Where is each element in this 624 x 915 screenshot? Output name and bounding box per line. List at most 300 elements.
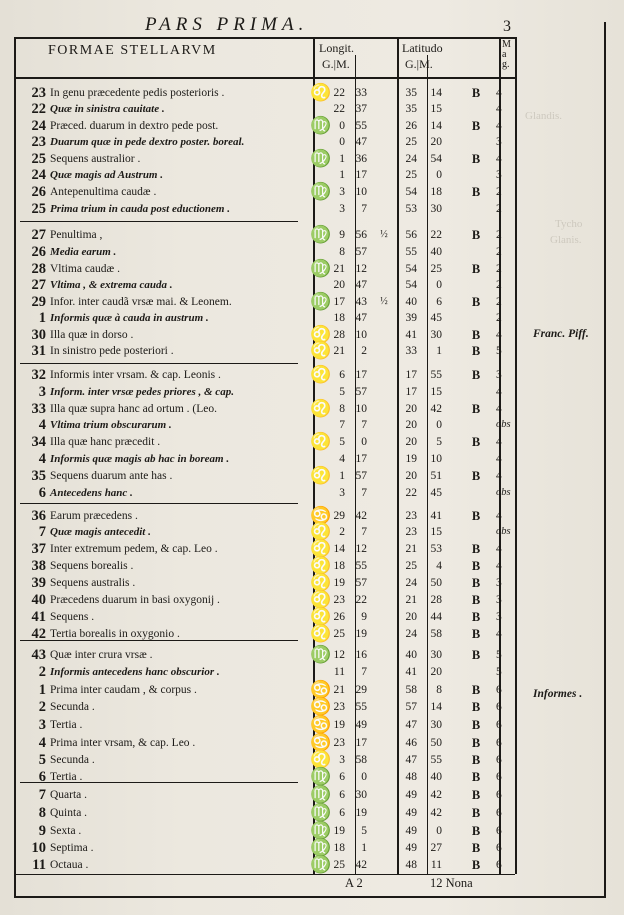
star-number: 1 bbox=[38, 682, 46, 698]
star-number: 25 bbox=[31, 201, 46, 217]
magnitude: 4 bbox=[496, 403, 502, 415]
table-row bbox=[18, 277, 518, 293]
star-description: In sinistro pede posteriori . bbox=[50, 345, 174, 357]
star-number: 23 bbox=[31, 85, 46, 101]
longitude-minutes: 57 bbox=[355, 577, 367, 589]
latitude-minutes: 22 bbox=[430, 229, 442, 241]
longitude-degrees: 1 bbox=[339, 153, 345, 165]
latitude-minutes: 55 bbox=[430, 754, 442, 766]
longitude-minutes: 19 bbox=[355, 807, 367, 819]
zodiac-sign-icon: ♌ bbox=[310, 325, 332, 344]
magnitude: 4 bbox=[496, 453, 502, 465]
longitude-minutes: 17 bbox=[355, 737, 367, 749]
longitude-minutes: 22 bbox=[355, 594, 367, 606]
latitude-minutes: 42 bbox=[430, 807, 442, 819]
star-description: Sequens duarum ante has . bbox=[50, 470, 173, 482]
latitude-minutes: 55 bbox=[430, 369, 442, 381]
star-number: 6 bbox=[38, 769, 46, 785]
magnitude: 3 bbox=[496, 577, 502, 589]
latitude-degrees: 46 bbox=[405, 737, 417, 749]
zodiac-sign-icon: ♌ bbox=[310, 83, 332, 102]
star-number: 33 bbox=[31, 401, 46, 417]
longitude-degrees: 23 bbox=[333, 594, 345, 606]
table-row bbox=[18, 647, 518, 663]
latitude-minutes: 27 bbox=[430, 842, 442, 854]
latitude-degrees: 24 bbox=[405, 153, 417, 165]
longitude-minutes: 42 bbox=[355, 859, 367, 871]
longitude-degrees: 6 bbox=[339, 771, 345, 783]
latitude-minutes: 0 bbox=[436, 279, 442, 291]
hemisphere-mark: B bbox=[471, 119, 481, 133]
zodiac-sign-icon: ♍ bbox=[310, 821, 332, 840]
signature-mark: A 2 bbox=[345, 876, 363, 890]
zodiac-sign-icon: ♌ bbox=[310, 590, 332, 609]
star-number: 2 bbox=[38, 699, 46, 715]
longitude-degrees: 3 bbox=[339, 754, 345, 766]
magnitude: 6 bbox=[496, 789, 502, 801]
latitude-degrees: 23 bbox=[405, 526, 417, 538]
longitude-degrees: 26 bbox=[333, 611, 345, 623]
magnitude: 3 bbox=[496, 136, 502, 148]
zodiac-sign-icon: ♌ bbox=[310, 432, 332, 451]
star-description: Prima inter caudam , & corpus . bbox=[50, 684, 197, 696]
header-bottom-rule bbox=[14, 77, 516, 79]
longitude-degrees: 4 bbox=[339, 453, 345, 465]
latitude-degrees: 17 bbox=[405, 369, 417, 381]
longitude-degrees: 8 bbox=[339, 403, 345, 415]
running-title: PARS PRIMA. bbox=[145, 14, 309, 35]
magnitude: 2 bbox=[496, 296, 502, 308]
margin-note-franc-piff: Franc. Piff. bbox=[533, 328, 589, 340]
zodiac-sign-icon: ♌ bbox=[310, 466, 332, 485]
longitude-degrees: 18 bbox=[333, 842, 345, 854]
longitude-minutes: 56 bbox=[355, 229, 367, 241]
table-top-rule bbox=[14, 37, 516, 39]
magnitude: 4 bbox=[496, 87, 502, 99]
table-row bbox=[18, 840, 518, 856]
table-row bbox=[18, 118, 518, 134]
latitude-degrees: 20 bbox=[405, 419, 417, 431]
star-description: Antepenultima caudæ . bbox=[50, 186, 157, 198]
star-number: 35 bbox=[31, 468, 46, 484]
magnitude: 6 bbox=[496, 719, 502, 731]
longitude-minutes: 55 bbox=[355, 560, 367, 572]
hemisphere-mark: B bbox=[471, 435, 481, 449]
longitude-degrees: 3 bbox=[339, 203, 345, 215]
zodiac-sign-icon: ♋ bbox=[310, 715, 332, 734]
latitude-degrees: 33 bbox=[405, 345, 417, 357]
magnitude: 6 bbox=[496, 771, 502, 783]
latitude-degrees: 47 bbox=[405, 719, 417, 731]
longitude-degrees: 22 bbox=[333, 103, 345, 115]
star-description: Sequens australis . bbox=[50, 577, 136, 589]
star-number: 27 bbox=[31, 227, 46, 243]
magnitude: 6 bbox=[496, 701, 502, 713]
longitude-degrees: 28 bbox=[333, 329, 345, 341]
longitude-minutes: 30 bbox=[355, 789, 367, 801]
star-number: 4 bbox=[38, 417, 46, 433]
longitude-minutes: 42 bbox=[355, 510, 367, 522]
star-number: 34 bbox=[31, 434, 46, 450]
longitude-minutes: 49 bbox=[355, 719, 367, 731]
longitude-degrees: 5 bbox=[339, 386, 345, 398]
longitude-minutes: 47 bbox=[355, 312, 367, 324]
star-number: 28 bbox=[31, 261, 46, 277]
star-number: 23 bbox=[31, 134, 46, 150]
longitude-degrees: 8 bbox=[339, 246, 345, 258]
magnitude: 6 bbox=[496, 684, 502, 696]
star-description: Quarta . bbox=[50, 789, 88, 801]
latitude-degrees: 56 bbox=[405, 229, 417, 241]
star-number: 4 bbox=[38, 735, 46, 751]
magnitude: 6 bbox=[496, 859, 502, 871]
star-number: 37 bbox=[31, 541, 46, 557]
hemisphere-mark: B bbox=[471, 858, 481, 872]
hemisphere-mark: B bbox=[471, 736, 481, 750]
table-row bbox=[18, 294, 518, 310]
longitude-degrees: 6 bbox=[339, 807, 345, 819]
longitude-minutes: 7 bbox=[361, 487, 367, 499]
longitude-minutes: 12 bbox=[355, 543, 367, 555]
longitude-degrees: 9 bbox=[339, 229, 345, 241]
star-number: 1 bbox=[38, 310, 46, 326]
latitudo-gm-heading: G.|M. bbox=[405, 57, 433, 71]
longitude-minutes: 1 bbox=[361, 842, 367, 854]
table-row bbox=[18, 699, 518, 715]
magnitude: 4 bbox=[496, 120, 502, 132]
star-description: Duarum quæ in pede dextro poster. boreal. bbox=[50, 136, 245, 148]
star-description: Præced. duarum in dextro pede post. bbox=[50, 120, 219, 132]
table-row bbox=[18, 592, 518, 608]
hemisphere-mark: B bbox=[471, 841, 481, 855]
table-row bbox=[18, 735, 518, 751]
star-description: Antecedens hanc . bbox=[50, 487, 133, 499]
star-description: Illa quæ hanc præcedit . bbox=[50, 436, 161, 448]
star-number: 11 bbox=[32, 857, 46, 873]
longitude-minutes: 10 bbox=[355, 329, 367, 341]
zodiac-sign-icon: ♍ bbox=[310, 182, 332, 201]
latitude-minutes: 30 bbox=[430, 719, 442, 731]
latitude-degrees: 54 bbox=[405, 263, 417, 275]
latitude-degrees: 24 bbox=[405, 628, 417, 640]
latitude-degrees: 25 bbox=[405, 136, 417, 148]
magnitude: 6 bbox=[496, 807, 502, 819]
zodiac-sign-icon: ♍ bbox=[310, 259, 332, 278]
star-description: Sequens borealis . bbox=[50, 560, 134, 572]
star-number: 7 bbox=[38, 787, 46, 803]
latitude-degrees: 26 bbox=[405, 120, 417, 132]
zodiac-sign-icon: ♌ bbox=[310, 556, 332, 575]
latitude-degrees: 25 bbox=[405, 560, 417, 572]
latitude-minutes: 45 bbox=[430, 487, 442, 499]
table-row bbox=[18, 367, 518, 383]
latitude-degrees: 20 bbox=[405, 403, 417, 415]
magnitude: obs bbox=[496, 487, 511, 498]
star-description: Illa quæ in dorso . bbox=[50, 329, 134, 341]
latitude-degrees: 21 bbox=[405, 543, 417, 555]
table-row bbox=[18, 167, 518, 183]
latitude-minutes: 45 bbox=[430, 312, 442, 324]
longitude-minutes: 58 bbox=[355, 754, 367, 766]
zodiac-sign-icon: ♌ bbox=[310, 341, 332, 360]
star-number: 26 bbox=[31, 244, 46, 260]
group-rule bbox=[20, 503, 298, 504]
magnitude: 2 bbox=[496, 203, 502, 215]
longitude-minutes: 55 bbox=[355, 701, 367, 713]
latitude-degrees: 41 bbox=[405, 666, 417, 678]
hemisphere-mark: B bbox=[471, 368, 481, 382]
right-frame-rule bbox=[604, 22, 606, 898]
margin-note-informes: Informes . bbox=[533, 688, 583, 700]
star-description: Sequens . bbox=[50, 611, 95, 623]
longitude-minutes: 0 bbox=[361, 771, 367, 783]
longitude-degrees: 5 bbox=[339, 436, 345, 448]
table-row bbox=[18, 717, 518, 733]
longitude-degrees: 21 bbox=[333, 263, 345, 275]
hemisphere-mark: B bbox=[471, 228, 481, 242]
star-number: 3 bbox=[38, 717, 46, 733]
longit-gm-heading: G.|M. bbox=[322, 57, 350, 71]
star-description: Inform. inter vrsæ pedes priores , & cap. bbox=[50, 386, 234, 398]
magnitude: 5 bbox=[496, 345, 502, 357]
table-row bbox=[18, 184, 518, 200]
star-description: Quæ inter crura vrsæ . bbox=[50, 649, 153, 661]
longitude-minutes: 19 bbox=[355, 628, 367, 640]
zodiac-sign-icon: ♋ bbox=[310, 506, 332, 525]
star-description: Informis antecedens hanc obscurior . bbox=[50, 666, 220, 678]
latitudo-heading: Latitudo bbox=[402, 41, 443, 55]
longitude-degrees: 6 bbox=[339, 789, 345, 801]
star-description: Quinta . bbox=[50, 807, 88, 819]
magnitude-heading: Mag. bbox=[502, 39, 511, 70]
hemisphere-mark: B bbox=[471, 753, 481, 767]
star-description: Sexta . bbox=[50, 825, 82, 837]
longitude-minutes: 57 bbox=[355, 470, 367, 482]
table-row bbox=[18, 823, 518, 839]
hemisphere-mark: B bbox=[471, 344, 481, 358]
latitude-minutes: 1 bbox=[436, 345, 442, 357]
table-row bbox=[18, 575, 518, 591]
magnitude: obs bbox=[496, 526, 511, 537]
zodiac-sign-icon: ♍ bbox=[310, 767, 332, 786]
star-description: Infor. inter caudã vrsæ mai. & Leonem. bbox=[50, 296, 232, 308]
longitude-degrees: 0 bbox=[339, 136, 345, 148]
table-row bbox=[18, 468, 518, 484]
latitude-minutes: 20 bbox=[430, 666, 442, 678]
star-description: Informis quæ magis ab hac in boream . bbox=[50, 453, 230, 465]
latitude-minutes: 30 bbox=[430, 649, 442, 661]
longitude-degrees: 7 bbox=[339, 419, 345, 431]
latitude-degrees: 21 bbox=[405, 594, 417, 606]
hemisphere-mark: B bbox=[471, 648, 481, 662]
table-row bbox=[18, 787, 518, 803]
star-number: 42 bbox=[31, 626, 46, 642]
longitude-minutes: 5 bbox=[361, 825, 367, 837]
table-row bbox=[18, 508, 518, 524]
latitude-degrees: 47 bbox=[405, 754, 417, 766]
longitude-minutes: 17 bbox=[355, 169, 367, 181]
latitude-minutes: 11 bbox=[430, 859, 442, 871]
latitude-degrees: 22 bbox=[405, 487, 417, 499]
zodiac-sign-icon: ♋ bbox=[310, 733, 332, 752]
latitude-minutes: 4 bbox=[436, 560, 442, 572]
latitude-minutes: 28 bbox=[430, 594, 442, 606]
latitude-degrees: 24 bbox=[405, 577, 417, 589]
latitude-minutes: 8 bbox=[436, 684, 442, 696]
table-row bbox=[18, 434, 518, 450]
star-number: 3 bbox=[38, 384, 46, 400]
longit-heading: Longit. bbox=[319, 41, 354, 55]
longitude-degrees: 14 bbox=[333, 543, 345, 555]
star-number: 38 bbox=[31, 558, 46, 574]
latitude-minutes: 15 bbox=[430, 526, 442, 538]
magnitude: 2 bbox=[496, 229, 502, 241]
latitude-minutes: 41 bbox=[430, 510, 442, 522]
magnitude: 4 bbox=[496, 543, 502, 555]
longitude-minutes: 2 bbox=[361, 345, 367, 357]
magnitude: 6 bbox=[496, 842, 502, 854]
hemisphere-mark: B bbox=[471, 295, 481, 309]
zodiac-sign-icon: ♌ bbox=[310, 573, 332, 592]
table-row bbox=[18, 261, 518, 277]
longitude-degrees: 1 bbox=[339, 169, 345, 181]
star-description: Tertia . bbox=[50, 719, 83, 731]
hemisphere-mark: B bbox=[471, 576, 481, 590]
hemisphere-mark: B bbox=[471, 262, 481, 276]
hemisphere-mark: B bbox=[471, 788, 481, 802]
latitude-minutes: 54 bbox=[430, 153, 442, 165]
latitude-degrees: 20 bbox=[405, 470, 417, 482]
zodiac-sign-icon: ♍ bbox=[310, 838, 332, 857]
latitude-degrees: 23 bbox=[405, 510, 417, 522]
magnitude: 3 bbox=[496, 369, 502, 381]
star-number: 41 bbox=[31, 609, 46, 625]
star-description: Penultima , bbox=[50, 229, 103, 241]
hemisphere-mark: B bbox=[471, 824, 481, 838]
table-row bbox=[18, 201, 518, 217]
longitude-minutes: 17 bbox=[355, 453, 367, 465]
longitude-minutes: 43 bbox=[355, 296, 367, 308]
zodiac-sign-icon: ♌ bbox=[310, 522, 332, 541]
fraction-mark: ½ bbox=[380, 229, 388, 240]
hemisphere-mark: B bbox=[471, 152, 481, 166]
magnitude: 6 bbox=[496, 825, 502, 837]
formae-stellarum-heading: FORMAE STELLARVM bbox=[48, 43, 217, 58]
zodiac-sign-icon: ♋ bbox=[310, 680, 332, 699]
latitude-degrees: 49 bbox=[405, 825, 417, 837]
zodiac-sign-icon: ♍ bbox=[310, 855, 332, 874]
table-row bbox=[18, 227, 518, 243]
magnitude: 4 bbox=[496, 470, 502, 482]
longitude-minutes: 7 bbox=[361, 666, 367, 678]
latitude-minutes: 51 bbox=[430, 470, 442, 482]
magnitude: 4 bbox=[496, 153, 502, 165]
longitude-minutes: 0 bbox=[361, 436, 367, 448]
table-row bbox=[18, 310, 518, 326]
table-row bbox=[18, 682, 518, 698]
latitude-minutes: 42 bbox=[430, 789, 442, 801]
hemisphere-mark: B bbox=[471, 328, 481, 342]
latitude-minutes: 0 bbox=[436, 419, 442, 431]
zodiac-sign-icon: ♍ bbox=[310, 785, 332, 804]
magnitude: 5 bbox=[496, 666, 502, 678]
longitude-degrees: 11 bbox=[333, 666, 345, 678]
longitude-degrees: 21 bbox=[333, 684, 345, 696]
latitude-minutes: 40 bbox=[430, 246, 442, 258]
magnitude: obs bbox=[496, 419, 511, 430]
table-row bbox=[18, 752, 518, 768]
latitude-degrees: 41 bbox=[405, 329, 417, 341]
star-description: Octaua . bbox=[50, 859, 89, 871]
latitude-minutes: 14 bbox=[430, 120, 442, 132]
hemisphere-mark: B bbox=[471, 610, 481, 624]
star-description: Vltima , & extrema cauda . bbox=[50, 279, 173, 291]
catchword: 12 Nona bbox=[430, 876, 473, 890]
latitude-degrees: 35 bbox=[405, 87, 417, 99]
star-number: 8 bbox=[38, 805, 46, 821]
star-description: Media earum . bbox=[50, 246, 117, 258]
magnitude: 4 bbox=[496, 436, 502, 448]
star-description: Informis quæ à cauda in austrum . bbox=[50, 312, 209, 324]
star-number: 5 bbox=[38, 752, 46, 768]
star-description: Præcedens duarum in basi oxygonij . bbox=[50, 594, 220, 606]
latitude-degrees: 40 bbox=[405, 649, 417, 661]
table-end-rule bbox=[16, 874, 515, 875]
longitude-degrees: 0 bbox=[339, 120, 345, 132]
latitude-degrees: 58 bbox=[405, 684, 417, 696]
hemisphere-mark: B bbox=[471, 559, 481, 573]
hemisphere-mark: B bbox=[471, 185, 481, 199]
left-frame-rule bbox=[14, 37, 16, 898]
zodiac-sign-icon: ♌ bbox=[310, 607, 332, 626]
latitude-minutes: 5 bbox=[436, 436, 442, 448]
longitude-minutes: 12 bbox=[355, 263, 367, 275]
star-number: 27 bbox=[31, 277, 46, 293]
latitude-minutes: 15 bbox=[430, 103, 442, 115]
star-number: 24 bbox=[31, 167, 46, 183]
hemisphere-mark: B bbox=[471, 700, 481, 714]
longitude-minutes: 9 bbox=[361, 611, 367, 623]
magnitude: 4 bbox=[496, 329, 502, 341]
latitude-degrees: 49 bbox=[405, 789, 417, 801]
latitude-minutes: 18 bbox=[430, 186, 442, 198]
table-row bbox=[18, 101, 518, 117]
latitude-minutes: 6 bbox=[436, 296, 442, 308]
latitude-minutes: 44 bbox=[430, 611, 442, 623]
hemisphere-mark: B bbox=[471, 86, 481, 100]
longitude-degrees: 6 bbox=[339, 369, 345, 381]
longitude-minutes: 7 bbox=[361, 526, 367, 538]
zodiac-sign-icon: ♌ bbox=[310, 539, 332, 558]
latitude-minutes: 50 bbox=[430, 577, 442, 589]
latitude-degrees: 49 bbox=[405, 842, 417, 854]
star-number: 43 bbox=[31, 647, 46, 663]
latitude-degrees: 39 bbox=[405, 312, 417, 324]
longitude-degrees: 19 bbox=[333, 719, 345, 731]
table-row bbox=[18, 769, 518, 785]
fraction-mark: ½ bbox=[380, 296, 388, 307]
star-description: Prima trium in cauda post eductionem . bbox=[50, 203, 230, 215]
star-description: Earum præcedens . bbox=[50, 510, 138, 522]
zodiac-sign-icon: ♍ bbox=[310, 116, 332, 135]
latitude-degrees: 20 bbox=[405, 436, 417, 448]
zodiac-sign-icon: ♌ bbox=[310, 624, 332, 643]
star-number: 30 bbox=[31, 327, 46, 343]
table-row bbox=[18, 417, 518, 433]
star-description: Inter extremum pedem, & cap. Leo . bbox=[50, 543, 218, 555]
hemisphere-mark: B bbox=[471, 542, 481, 556]
table-row bbox=[18, 85, 518, 101]
